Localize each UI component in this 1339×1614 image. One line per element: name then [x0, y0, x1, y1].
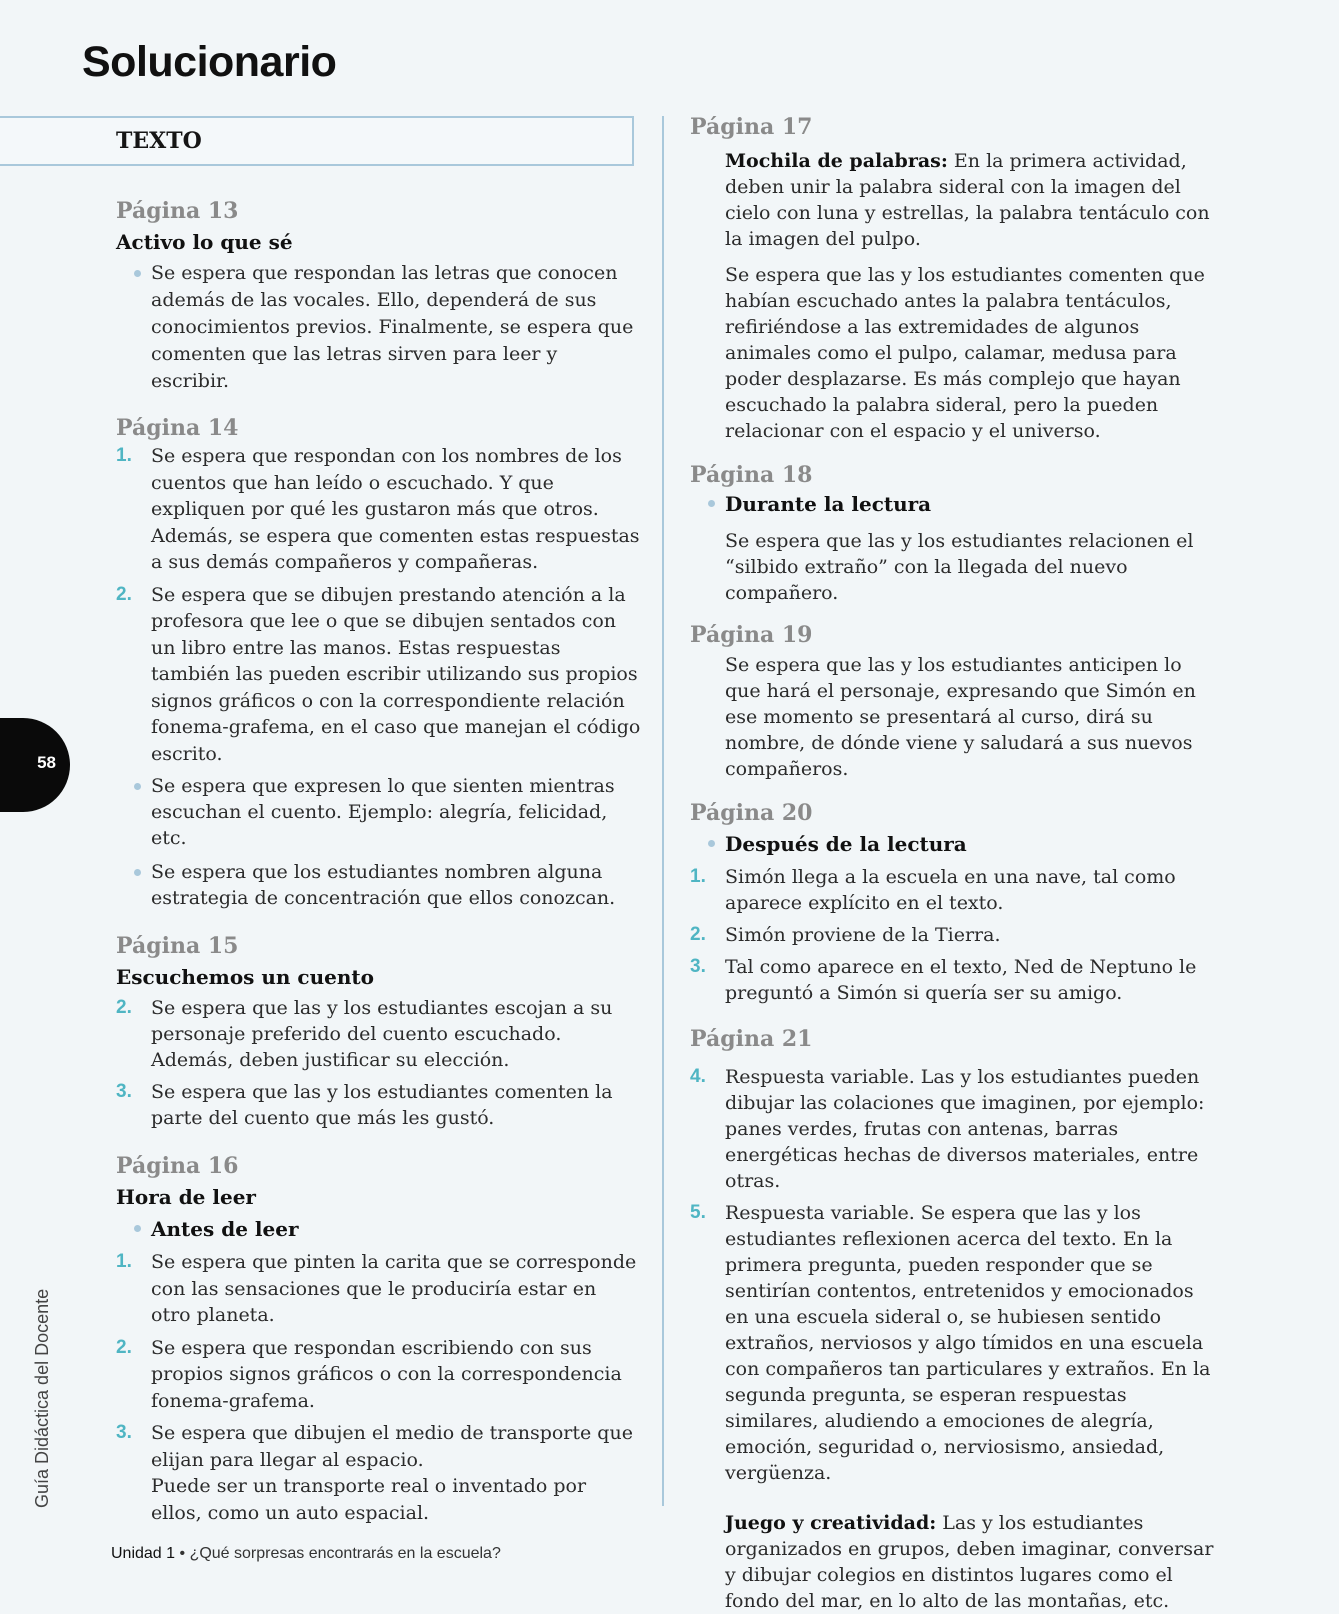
numbered-item	[116, 582, 641, 768]
numbered-item	[116, 1249, 641, 1329]
page-footer	[111, 1545, 501, 1563]
bullet-item: Se espera que los estudiantes nombren alguna estrategia de concentración que ellos conozcan.	[116, 859, 641, 911]
item-number: 1.	[116, 1251, 132, 1272]
numbered-item	[116, 1079, 641, 1131]
page-heading: Página 20	[690, 800, 813, 826]
item-number: 1.	[690, 866, 706, 887]
numbered-item	[690, 954, 1215, 1006]
item-text: Se espera que se dibujen prestando atención a la profesora que lee o que se dibujen sentados con un libro entre las manos. Estas respuestas también las pueden escribir utilizando sus propios signos gráficos o con la correspondiente relación fonema-grafema, en el caso que manejan el código escrito.	[151, 583, 641, 765]
page-heading: Página 18	[690, 462, 813, 488]
subheading: Escuchemos un cuento	[116, 965, 374, 989]
item-text: Se espera que respondan escribiendo con sus propios signos gráficos o con la correspondencia fonema-grafema.	[151, 1336, 622, 1412]
numbered-item	[690, 1200, 1215, 1486]
section-title: TEXTO	[116, 128, 202, 154]
page-heading: Página 15	[116, 933, 239, 959]
numbered-item	[690, 864, 1215, 916]
page-heading: Página 13	[116, 198, 239, 224]
item-text: Se espera que dibujen el medio de transporte que elijan para llegar al espacio.	[151, 1422, 633, 1471]
item-number: 3.	[116, 1081, 132, 1102]
left-column	[116, 196, 641, 1526]
numbered-item	[116, 443, 641, 576]
page-heading: Página 19	[690, 622, 813, 648]
page-heading: Página 16	[116, 1153, 239, 1179]
item-text: Se espera que pinten la carita que se corresponde con las sensaciones que le produciría estar en otro planeta.	[151, 1251, 637, 1326]
page-heading: Página 14	[116, 415, 239, 441]
paragraph-lead: Juego y creatividad:	[725, 1512, 937, 1534]
item-text: Simón proviene de la Tierra.	[725, 924, 1001, 946]
footer-separator: •	[179, 1545, 186, 1562]
side-book-label: Guía Didáctica del Docente	[32, 1288, 52, 1508]
item-text: Se espera que respondan con los nombres de los cuentos que han leído o escuchado. Y que expliquen por qué les gustaron más que otros. Además, se espera que comenten estas respuestas a sus demás compañeros y compañeras.	[151, 445, 640, 573]
paragraph-text: En la primera actividad, deben unir la palabra sideral con la imagen del cielo con luna y estrellas, la palabra tentáculo con la imagen del pulpo.	[725, 150, 1210, 250]
section-header-box	[0, 116, 634, 166]
item-text: Simón llega a la escuela en una nave, tal como aparece explícito en el texto.	[725, 866, 1176, 914]
item-number: 2.	[116, 583, 132, 605]
paragraph	[690, 1510, 1215, 1614]
item-number: 3.	[116, 1422, 132, 1443]
page-title: Solucionario	[82, 38, 337, 86]
page-heading: Página 21	[690, 1026, 813, 1052]
paragraph: Se espera que las y los estudiantes comenten que habían escuchado antes la palabra tentáculos, refiriéndose a las extremidades de algunos animales como el pulpo, calamar, medusa para poder desplazarse. Es más complejo que hayan escuchado la palabra sideral, pero la pueden relacionar con el espacio y el universo.	[725, 264, 1205, 442]
item-number: 3.	[690, 956, 706, 977]
bullet-subheading: Después de la lectura	[690, 830, 1215, 858]
footer-subtitle: ¿Qué sorpresas encontrarás en la escuela?	[189, 1545, 501, 1562]
subheading: Hora de leer	[116, 1185, 256, 1209]
item-number: 1.	[116, 445, 132, 466]
numbered-item	[116, 1335, 641, 1415]
paragraph	[690, 148, 1215, 252]
footer-unit: Unidad 1	[111, 1545, 176, 1562]
item-text: Respuesta variable. Se espera que las y los estudiantes reflexionen acerca del texto. En la primera pregunta, pueden responder que se sentirían contentos, entretenidos y emocionados en una escuela sideral o, se hubiesen sentido extraños, nerviosos y algo tímidos en una escuela con compañeros tan particulares y extraños. En la segunda pregunta, se esperan respuestas similares, aludiendo a emociones de alegría, emoción, seguridad o, nerviosismo, ansiedad, vergüenza.	[725, 1202, 1211, 1484]
item-number: 2.	[116, 1336, 132, 1358]
bullet-subheading: Durante la lectura	[690, 490, 1215, 518]
numbered-item	[690, 1064, 1215, 1194]
bullet-item: Se espera que respondan las letras que conocen además de las vocales. Ello, dependerá de sus conocimientos previos. Finalmente, se espera que comenten que las letras sirven para leer y escribir.	[116, 260, 641, 395]
numbered-item	[690, 922, 1215, 948]
item-number: 5.	[690, 1202, 706, 1223]
paragraph: Se espera que las y los estudiantes relacionen el “silbido extraño” con la llegada del nuevo compañero.	[725, 530, 1194, 604]
page-heading: Página 17	[690, 114, 813, 140]
paragraph-text: Las y los estudiantes organizados en grupos, deben imaginar, conversar y dibujar colegios en distintos lugares como el fondo del mar, en lo alto de las montañas, etc.	[725, 1512, 1214, 1612]
right-column	[690, 112, 1215, 1614]
item-number: 2.	[690, 924, 706, 945]
page-number: 58	[37, 753, 56, 772]
item-text-continued: Puede ser un transporte real o inventado por ellos, como un auto espacial.	[151, 1475, 587, 1524]
item-number: 4.	[690, 1066, 706, 1087]
paragraph-lead: Mochila de palabras:	[725, 150, 948, 172]
numbered-item	[116, 995, 641, 1073]
paragraph: Se espera que las y los estudiantes anticipen lo que hará el personaje, expresando que Simón en ese momento se presentará al curso, dirá su nombre, de dónde viene y saludará a sus nuevos compañeros.	[725, 654, 1196, 780]
item-text: Se espera que las y los estudiantes comenten la parte del cuento que más les gustó.	[151, 1081, 613, 1129]
item-text: Se espera que las y los estudiantes escojan a su personaje preferido del cuento escuchado. Además, deben justificar su elección.	[151, 997, 613, 1071]
numbered-item	[116, 1420, 641, 1526]
item-text: Tal como aparece en el texto, Ned de Neptuno le preguntó a Simón si quería ser su amigo.	[725, 956, 1197, 1004]
column-divider	[662, 116, 664, 1506]
item-text: Respuesta variable. Las y los estudiantes pueden dibujar las colaciones que imaginen, por ejemplo: panes verdes, frutas con antenas, barras energéticas hechas de diversos materiales, entre otras.	[725, 1066, 1205, 1192]
bullet-subheading: Antes de leer	[116, 1215, 641, 1243]
bullet-item: Se espera que expresen lo que sienten mientras escuchan el cuento. Ejemplo: alegría, felicidad, etc.	[116, 773, 641, 851]
subheading: Activo lo que sé	[116, 230, 293, 254]
item-number: 2.	[116, 997, 132, 1018]
page-number-tab	[0, 718, 70, 812]
